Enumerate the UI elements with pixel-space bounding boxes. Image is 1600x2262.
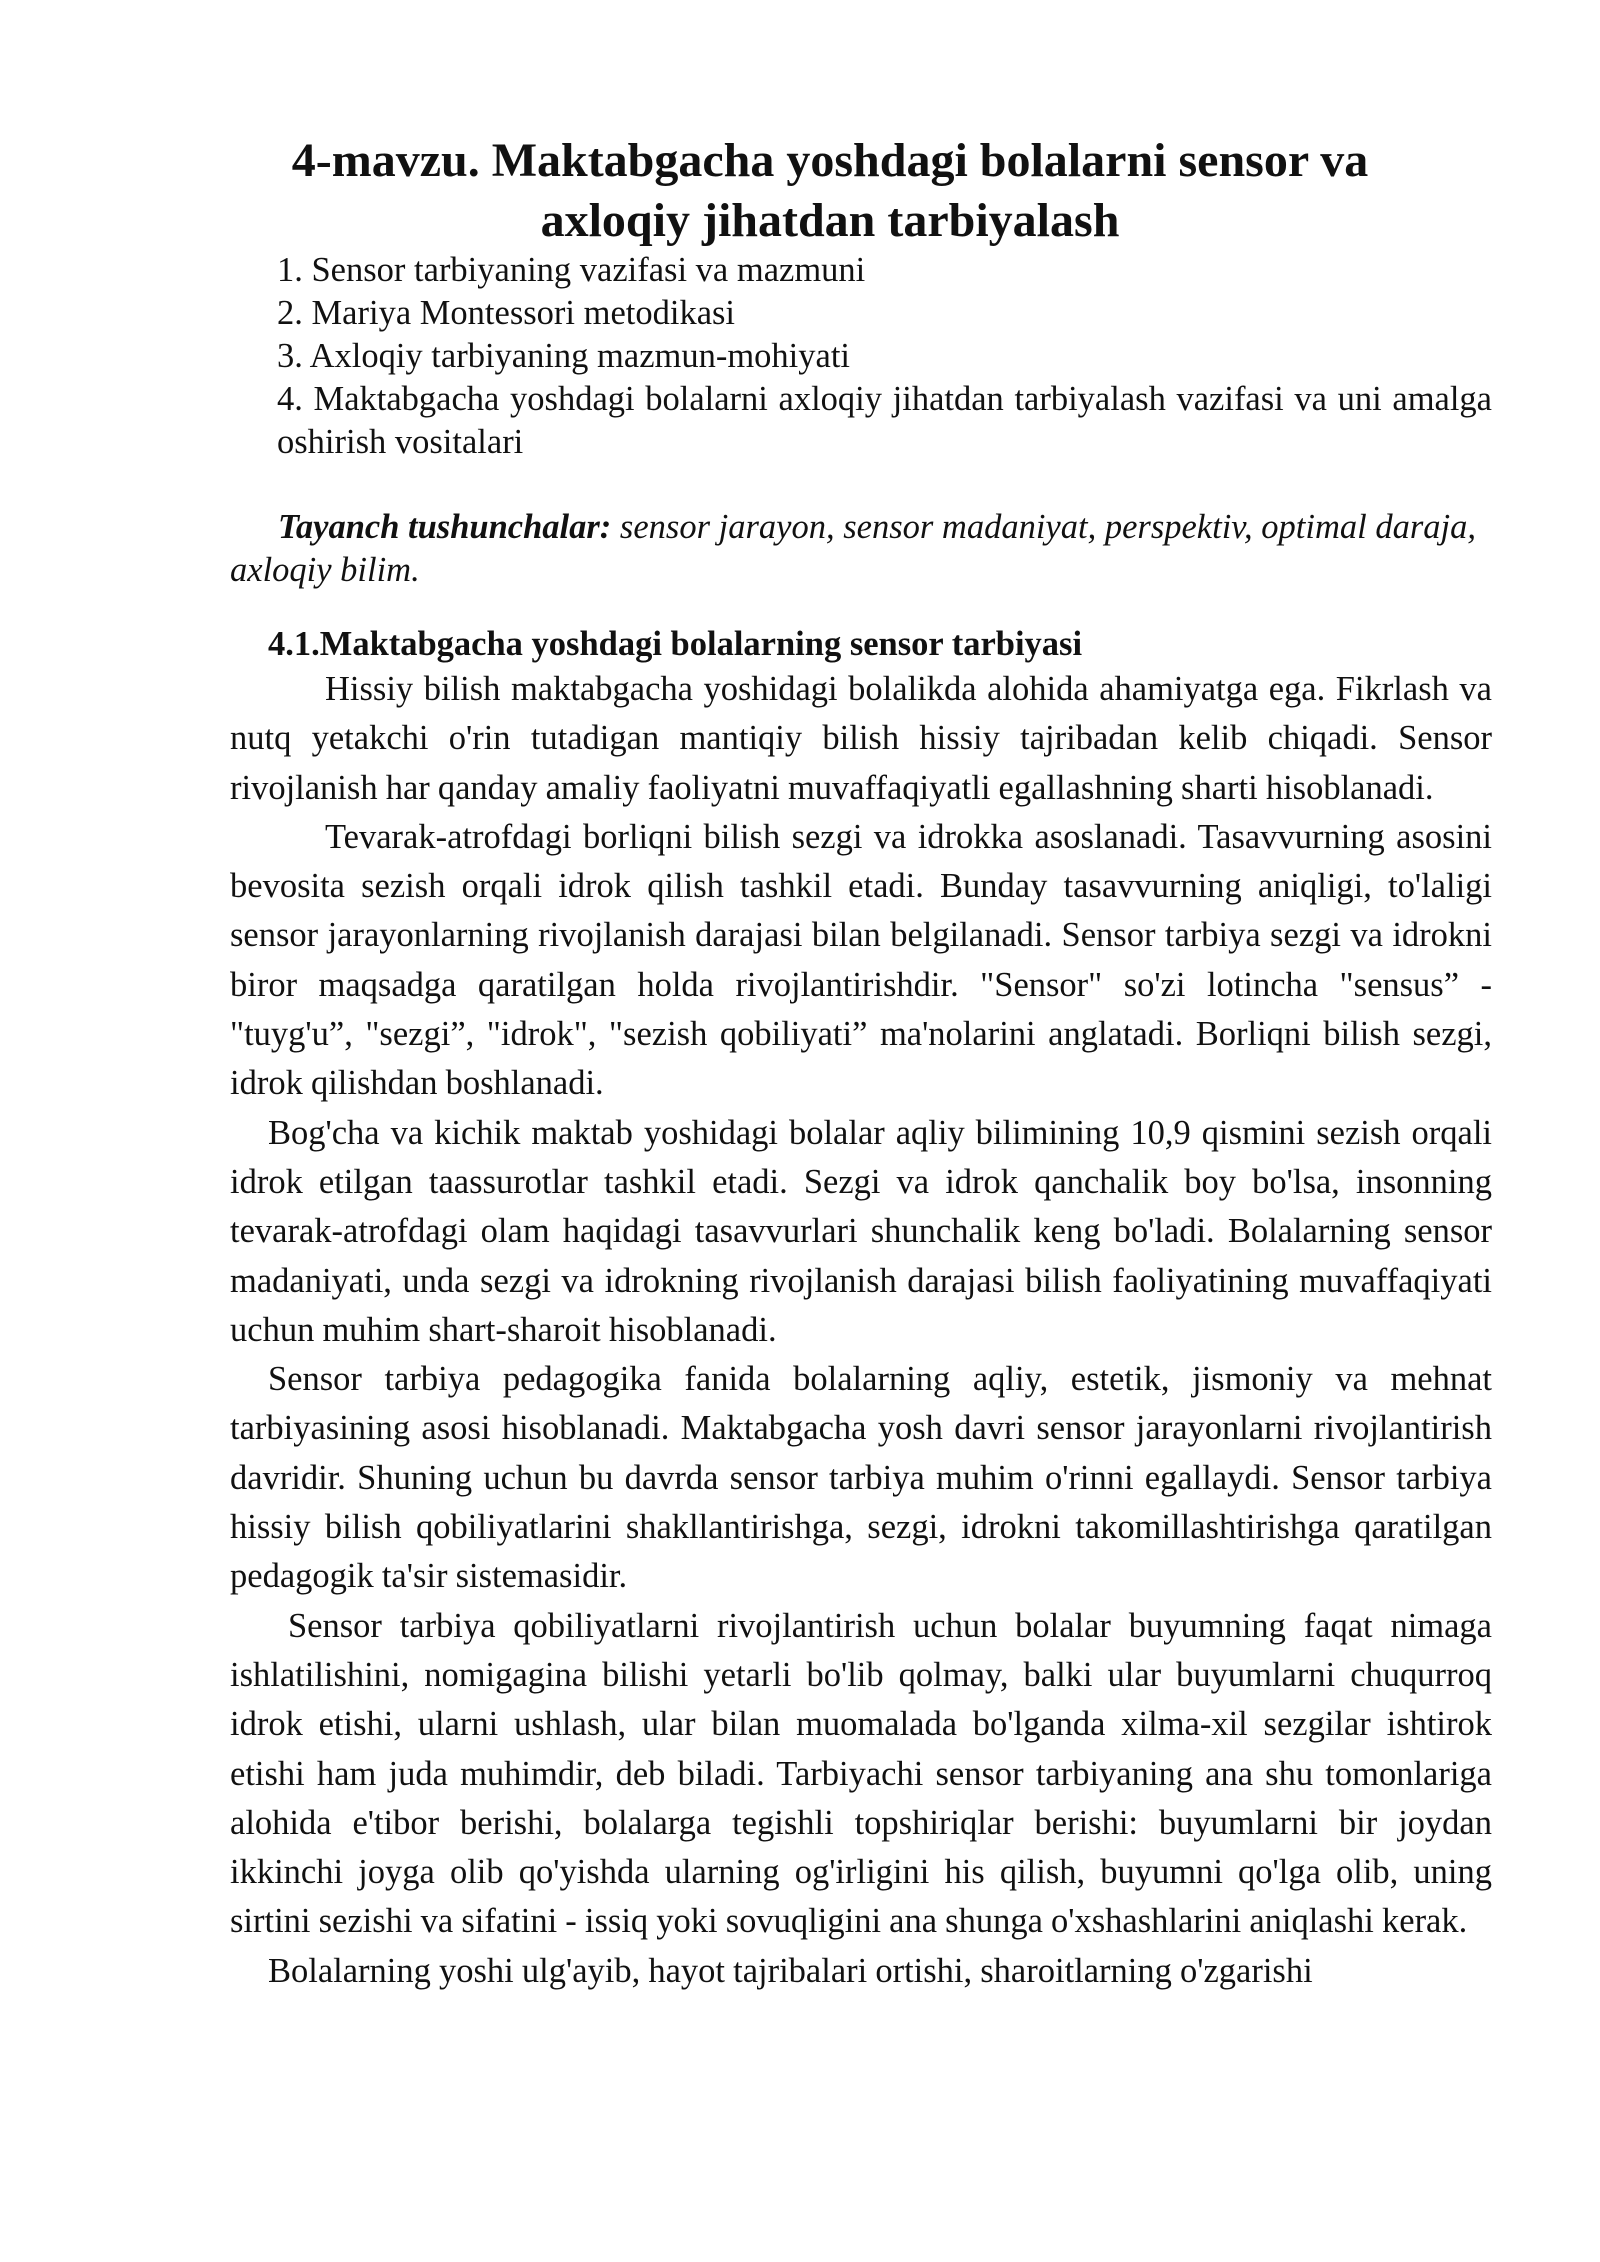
plan-item: 2. Mariya Montessori metodikasi bbox=[277, 294, 736, 332]
key-concepts bbox=[230, 506, 1492, 592]
section-body bbox=[230, 665, 1492, 1996]
key-concepts-text: sensor jarayon, sensor madaniyat, perspektiv, optimal daraja, axloqiy bilim. bbox=[230, 508, 1476, 589]
document-title-line-2: axloqiy jihatdan tarbiyalash bbox=[540, 194, 1120, 247]
document-title-line-1: 4-mavzu. Maktabgacha yoshdagi bolalarni sensor va bbox=[291, 134, 1369, 187]
paragraph: Bolalarning yoshi ulg'ayib, hayot tajribalari ortishi, sharoitlarning o'zgarishi bbox=[268, 1951, 1313, 1990]
section-heading: 4.1.Maktabgacha yoshdagi bolalarning sensor tarbiyasi bbox=[268, 625, 1083, 663]
paragraph: Hissiy bilish maktabgacha yoshidagi bolalikda alohida ahamiyatga ega. Fikrlash va nutq yetakchi o'rin tutadigan mantiqiy bilish hissiy tajribadan kelib chiqadi. Sensor rivojlanish har qanday amaliy faoliyatni muvaffaqiyatli egallashning sharti hisoblanadi. bbox=[230, 670, 1492, 807]
paragraph: Tevarak-atrofdagi borliqni bilish sezgi va idrokka asoslanadi. Tasavvurning asosini bevosita sezish orqali idrok qilish tashkil etadi. Bunday tasavvurning aniqligi, to'laligi sensor jarayonlarning rivojlanish darajasi bilan belgilanadi. Sensor tarbiya sezgi va idrokni biror maqsadga qaratilgan holda rivojlantirishdir. "Sensor" so'zi lotincha "sensus” - "tuyg'u”, "sezgi”, "idrok", "sezish qobiliyati” ma'nolarini anglatadi. Borliqni bilish sezgi, idrok qilishdan boshlanadi. bbox=[230, 817, 1492, 1103]
paragraph: Bog'cha va kichik maktab yoshidagi bolalar aqliy bilimining 10,9 qismini sezish orqali idrok etilgan taassurotlar tashkil etadi. Sezgi va idrok qanchalik boy bo'lsa, insonning tevarak-atrofdagi olam haqidagi tasavvurlari shunchalik keng bo'ladi. Bolalarning sensor madaniyati, unda sezgi va idrokning rivojlanish darajasi bilish faoliyatining muvaffaqiyati uchun muhim shart-sharoit hisoblanadi. bbox=[230, 1113, 1492, 1349]
key-concepts-label: Tayanch tushunchalar: bbox=[278, 508, 612, 546]
paragraph: Sensor tarbiya qobiliyatlarni rivojlantirish uchun bolalar buyumning faqat nimaga ishlatilishini, nomigagina bilishi yetarli bo'lib qolmay, balki ular buyumlarni chuqurroq idrok etishi, ularni ushlash, ular bilan muomalada bo'lganda xilma-xil sezgilar ishtirok etishi ham juda muhimdir, deb biladi. Tarbiyachi sensor tarbiyaning ana shu tomonlariga alohida e'tibor berishi, bolalarga tegishli topshiriqlar berishi: buyumlarni bir joydan ikkinchi joyga olib qo'yishda ularning og'irligini his qilish, buyumni qo'lga olib, uning sirtini sezishi va sifatini - issiq yoki sovuqligini ana shunga o'xshashlarini aniqlashi kerak. bbox=[230, 1606, 1492, 1941]
paragraph: Sensor tarbiya pedagogika fanida bolalarning aqliy, estetik, jismoniy va mehnat tarbiyasining asosi hisoblanadi. Maktabgacha yosh davri sensor jarayonlarni rivojlantirish davridir. Shuning uchun bu davrda sensor tarbiya muhim o'rinni egallaydi. Sensor tarbiya hissiy bilish qobiliyatlarini shakllantirishga, sezgi, idrokni takomillashtirishga qaratilgan pedagogik ta'sir sistemasidir. bbox=[230, 1360, 1492, 1596]
topic-plan-list bbox=[277, 249, 1492, 464]
plan-item: 4. Maktabgacha yoshdagi bolalarni axloqiy jihatdan tarbiyalash vazifasi va uni amalga oshirish vositalari bbox=[277, 380, 1492, 461]
plan-item: 3. Axloqiy tarbiyaning mazmun-mohiyati bbox=[277, 337, 850, 375]
plan-item: 1. Sensor tarbiyaning vazifasi va mazmuni bbox=[277, 251, 866, 289]
